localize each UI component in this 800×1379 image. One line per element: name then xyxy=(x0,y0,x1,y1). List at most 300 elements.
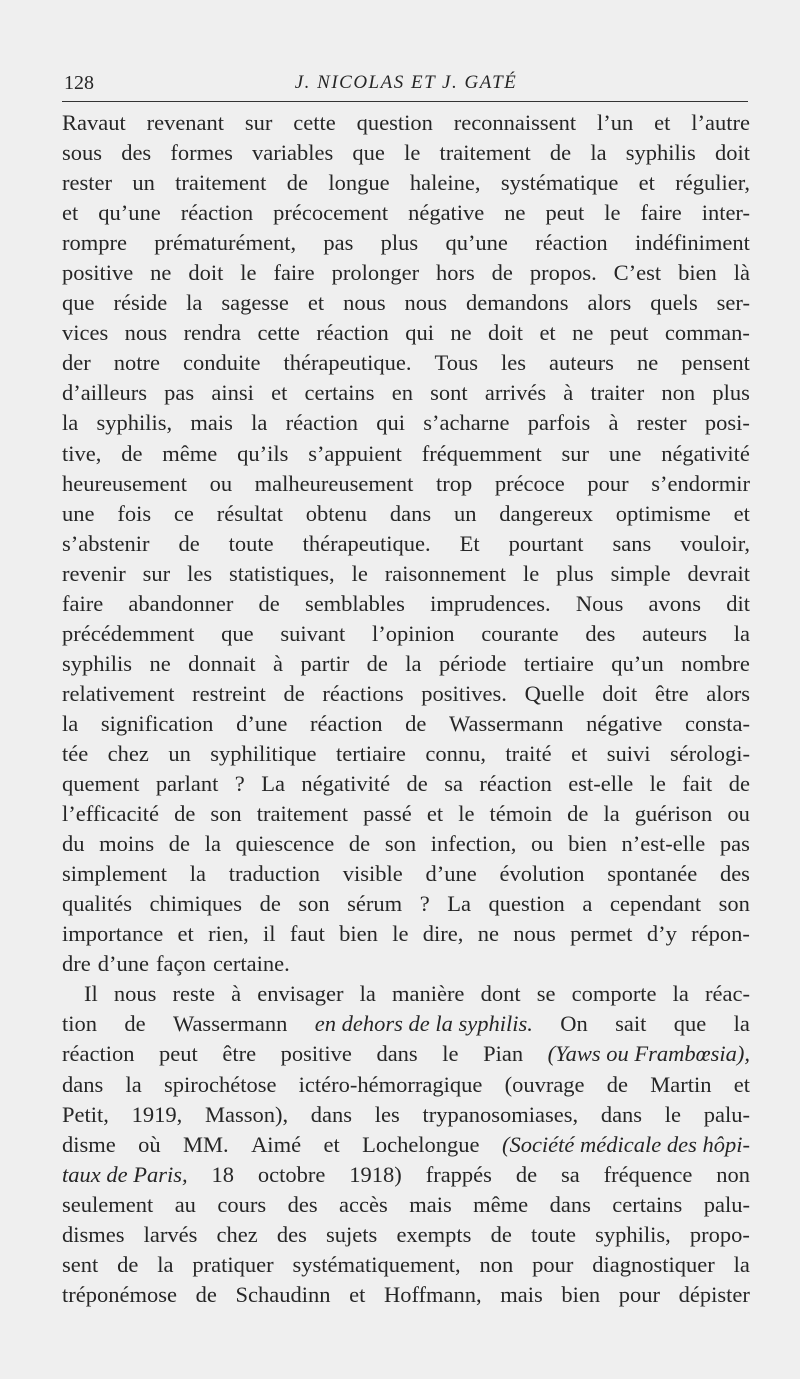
word: Ravaut xyxy=(62,110,126,135)
page-number: 128 xyxy=(64,72,94,94)
word: d’une xyxy=(236,710,288,736)
word: le xyxy=(522,560,540,586)
word: syphilis xyxy=(62,650,133,676)
word: certaine. xyxy=(212,951,290,977)
word: demandons xyxy=(466,290,569,316)
word: doit xyxy=(488,320,524,346)
word: le xyxy=(604,200,621,226)
text-line xyxy=(62,1220,750,1250)
word: a xyxy=(582,891,593,917)
word: quels xyxy=(650,290,698,316)
word: les xyxy=(187,560,213,586)
word: devrait xyxy=(687,560,750,586)
word: s’abstenir xyxy=(62,530,150,556)
word: sur xyxy=(561,440,590,466)
word: alors xyxy=(706,680,750,706)
word: qui xyxy=(405,320,434,346)
word: accès xyxy=(339,1191,388,1217)
word: l’efficacité xyxy=(62,801,160,827)
word: imprudences. xyxy=(430,590,551,616)
word: La xyxy=(447,891,471,917)
word: de xyxy=(124,1011,146,1037)
word: il xyxy=(263,921,276,947)
word: de xyxy=(259,891,281,917)
word: (ouvrage xyxy=(504,1071,585,1097)
word: vouloir, xyxy=(680,530,750,556)
word: On xyxy=(560,1011,588,1037)
word: La xyxy=(261,771,285,797)
word: avons xyxy=(648,590,702,616)
text-line xyxy=(62,318,750,348)
word: précocement xyxy=(273,200,389,226)
word: dismes xyxy=(62,1221,125,1247)
word: de xyxy=(121,440,143,466)
word: ? xyxy=(419,891,430,917)
word: propos. xyxy=(529,260,597,286)
word: résultat xyxy=(216,500,283,526)
word: Hoffmann, xyxy=(383,1281,482,1307)
word: sérum xyxy=(347,891,403,917)
word: pour xyxy=(532,1251,574,1277)
word: ne xyxy=(477,921,499,947)
word: de xyxy=(606,1071,629,1097)
word: positive xyxy=(62,260,134,286)
word: de xyxy=(405,710,427,736)
word: peut xyxy=(609,320,649,346)
word: comman- xyxy=(664,320,750,346)
word: thérapeutique. xyxy=(302,530,431,556)
word: doit xyxy=(714,140,750,166)
word: certains xyxy=(612,1191,683,1217)
word: sans xyxy=(612,530,652,556)
word: négativité xyxy=(661,440,750,466)
word: réaction xyxy=(309,710,383,736)
word: cette xyxy=(257,320,300,346)
word: quement xyxy=(62,771,140,797)
word: peut xyxy=(545,200,585,226)
word: et xyxy=(349,1281,366,1307)
word: nous xyxy=(124,320,168,346)
text-line xyxy=(62,679,750,709)
word: question xyxy=(356,110,433,135)
word: et xyxy=(307,290,325,316)
word: bien xyxy=(568,831,607,857)
word: une xyxy=(608,440,642,466)
word: trop xyxy=(435,470,473,496)
word: variables xyxy=(252,140,334,166)
word: pas xyxy=(323,230,354,256)
word: la xyxy=(62,410,79,436)
word: négative xyxy=(408,200,485,226)
word: bien xyxy=(339,921,378,947)
word: la xyxy=(204,831,221,857)
word: ne xyxy=(504,200,526,226)
word: passé xyxy=(363,801,412,827)
word: sent xyxy=(62,1251,99,1277)
word: mais xyxy=(500,1281,543,1307)
word: fois xyxy=(117,500,152,526)
word: faut xyxy=(289,921,325,947)
word: dans xyxy=(62,1071,104,1097)
text-line xyxy=(62,108,750,138)
word: Il xyxy=(84,981,98,1007)
text-line xyxy=(62,1160,750,1190)
word: à xyxy=(231,981,242,1007)
word: pourtant xyxy=(508,530,584,556)
word: restreint xyxy=(192,680,266,706)
word: réaction xyxy=(316,320,389,346)
word: cependant xyxy=(609,891,702,917)
word: der xyxy=(62,350,91,376)
word: Tous xyxy=(434,350,478,376)
word: et xyxy=(733,1071,750,1097)
word: disme xyxy=(62,1131,116,1157)
text-line xyxy=(62,769,750,799)
word: spontanée xyxy=(607,861,698,887)
word: infection, xyxy=(430,831,517,857)
word: la xyxy=(733,1011,750,1037)
word: Wassermann xyxy=(449,710,564,736)
word: thérapeutique. xyxy=(283,350,412,376)
word: répon- xyxy=(691,921,750,947)
text-line xyxy=(62,1250,750,1280)
word: réaction xyxy=(535,230,608,256)
word: haleine, xyxy=(409,170,481,196)
text-line xyxy=(62,589,750,619)
text-line xyxy=(62,288,750,318)
word: dre xyxy=(62,951,91,977)
word: plus xyxy=(380,230,419,256)
word: de xyxy=(728,771,750,797)
word: heureusement xyxy=(62,470,187,496)
word: la xyxy=(359,981,376,1007)
word: 1919, xyxy=(131,1101,183,1127)
word: rester xyxy=(636,410,687,436)
word: et xyxy=(271,380,288,406)
word: sa xyxy=(444,771,463,797)
word: suivi xyxy=(606,740,651,766)
word: son xyxy=(298,891,330,917)
word: spirochétose xyxy=(163,1071,277,1097)
word: nombre xyxy=(681,650,750,676)
word: faire xyxy=(640,200,682,226)
word: réaction xyxy=(180,200,254,226)
word: et xyxy=(539,320,556,346)
word: la xyxy=(603,801,620,827)
word: mais xyxy=(190,410,233,436)
word: le xyxy=(240,260,257,286)
word: dont xyxy=(480,981,521,1007)
word: le xyxy=(458,801,475,827)
word: dépister xyxy=(678,1281,750,1307)
text-line xyxy=(62,168,750,198)
word: réaction xyxy=(479,771,552,797)
word: indéfiniment xyxy=(634,230,750,256)
word: certains xyxy=(304,380,375,406)
word: période xyxy=(438,650,507,676)
word: ser- xyxy=(716,290,750,316)
word: et xyxy=(638,170,655,196)
word: la xyxy=(733,1251,750,1277)
text-line xyxy=(62,1100,750,1130)
word: non xyxy=(479,1251,514,1277)
text-line xyxy=(62,1039,750,1069)
word: chez xyxy=(107,740,149,766)
word: Et xyxy=(459,530,480,556)
word: la xyxy=(405,650,422,676)
text-line xyxy=(62,529,750,559)
word: moins xyxy=(99,831,155,857)
text-line xyxy=(62,1280,750,1310)
text-line xyxy=(62,408,750,438)
word: de xyxy=(258,590,280,616)
word: fait xyxy=(682,771,713,797)
word: malheureusement xyxy=(254,470,414,496)
word: d’y xyxy=(646,921,677,947)
text-line xyxy=(62,829,750,859)
word: ce xyxy=(173,500,194,526)
word: et xyxy=(323,1131,340,1157)
word: qui xyxy=(376,410,406,436)
word: ou xyxy=(530,831,554,857)
word: même xyxy=(162,440,218,466)
word: pas xyxy=(719,831,750,857)
word: le xyxy=(392,921,409,947)
word: mais xyxy=(409,1191,452,1217)
word: le xyxy=(351,560,368,586)
word: auteurs xyxy=(548,350,614,376)
text-line xyxy=(62,378,750,408)
word: un xyxy=(453,500,477,526)
word: ne xyxy=(572,320,594,346)
word: nous xyxy=(343,290,386,316)
word: posi- xyxy=(704,410,750,436)
word: cours xyxy=(217,1191,267,1217)
word: reconnaissent xyxy=(453,110,577,135)
word: le xyxy=(649,771,666,797)
text-line xyxy=(62,258,750,288)
text-line xyxy=(62,619,750,649)
word: larvés xyxy=(143,1221,198,1247)
word: faire xyxy=(273,260,315,286)
word: partir xyxy=(300,650,350,676)
running-title: J. NICOLAS ET J. GATÉ xyxy=(294,72,518,93)
word: non xyxy=(661,380,696,406)
word: et xyxy=(733,500,750,526)
word: traitement xyxy=(175,170,267,196)
word: toute xyxy=(228,530,274,556)
word: statistiques, xyxy=(229,560,335,586)
word: ou xyxy=(209,470,233,496)
word: Quelle xyxy=(524,680,585,706)
word: alors xyxy=(587,290,632,316)
word: vices xyxy=(62,320,109,346)
word: Nous xyxy=(575,590,624,616)
word: parfois xyxy=(527,410,591,436)
word: de xyxy=(174,801,196,827)
word: relativement xyxy=(62,680,175,706)
text-line xyxy=(62,469,750,499)
word: est-elle xyxy=(568,771,634,797)
word: parlant xyxy=(155,771,219,797)
word: qu’ils xyxy=(237,440,289,466)
word: qualités xyxy=(62,891,132,917)
word: précoce xyxy=(494,470,565,496)
word: reste xyxy=(172,981,215,1007)
word: qu’une xyxy=(98,200,161,226)
word: l’opinion xyxy=(372,620,455,646)
word: Wassermann xyxy=(173,1011,288,1037)
word: la xyxy=(733,620,750,646)
word: signification xyxy=(100,710,214,736)
word: systématiquement, xyxy=(292,1251,461,1277)
text-line xyxy=(62,979,750,1009)
word: plus xyxy=(556,560,594,586)
word: syphilis xyxy=(625,140,696,166)
word: revenir xyxy=(62,560,126,586)
word: prématurément, xyxy=(154,230,297,256)
word: dire, xyxy=(422,921,464,947)
word: témoin xyxy=(489,801,553,827)
word: de xyxy=(491,260,513,286)
word: fréquence xyxy=(603,1161,693,1187)
word: que xyxy=(352,140,385,166)
word: tive, xyxy=(62,440,102,466)
text-line xyxy=(62,949,750,979)
word: d’ailleurs xyxy=(62,380,147,406)
word: à xyxy=(563,380,574,406)
word: l’autre xyxy=(691,110,750,135)
word: là xyxy=(733,260,750,286)
word: le xyxy=(664,1101,682,1127)
word: se xyxy=(536,981,556,1007)
word: chez xyxy=(216,1221,258,1247)
word: sa xyxy=(560,1161,580,1187)
text-line xyxy=(62,1190,750,1220)
text-line xyxy=(62,559,750,589)
word: pratiquer xyxy=(192,1251,274,1277)
word: auteurs xyxy=(642,620,708,646)
word: Martin xyxy=(650,1071,712,1097)
word: négativité xyxy=(301,771,391,797)
word: en dehors de la syphilis. xyxy=(314,1011,533,1037)
text-line xyxy=(62,709,750,739)
header-rule xyxy=(62,101,748,102)
word: ou xyxy=(727,801,750,827)
word: question xyxy=(488,891,565,917)
word: la xyxy=(186,290,203,316)
word: s’endormir xyxy=(651,470,750,496)
word: la xyxy=(189,861,206,887)
word: diagnostiquer xyxy=(592,1251,715,1277)
word: Masson), xyxy=(204,1101,289,1127)
word: doit xyxy=(188,260,224,286)
word: ainsi xyxy=(211,380,254,406)
word: prolonger xyxy=(331,260,420,286)
word: et xyxy=(571,740,588,766)
word: rendra xyxy=(183,320,242,346)
text-line xyxy=(62,499,750,529)
word: traiter xyxy=(590,380,645,406)
word: d’une xyxy=(97,951,149,977)
word: la xyxy=(672,981,689,1007)
text-line xyxy=(62,348,750,378)
word: de xyxy=(195,1281,217,1307)
word: le xyxy=(442,1041,459,1067)
word: ne xyxy=(150,260,172,286)
word: un xyxy=(132,170,155,196)
word: tréponémose xyxy=(62,1281,177,1307)
word: un xyxy=(168,740,191,766)
word: d’une xyxy=(425,861,477,887)
word: simplement xyxy=(62,861,167,887)
word: 1918) xyxy=(349,1161,402,1187)
word: des xyxy=(287,1191,318,1217)
word: dans xyxy=(549,1191,591,1217)
word: la xyxy=(251,410,268,436)
word: son xyxy=(718,891,750,917)
word: longue xyxy=(328,170,390,196)
word: et xyxy=(177,921,194,947)
word: s’acharne xyxy=(423,410,510,436)
word: Lochelongue xyxy=(362,1131,480,1157)
word: rompre xyxy=(62,230,127,256)
text-line xyxy=(62,1130,750,1160)
word: trypanosomiases, xyxy=(422,1101,579,1127)
word: Petit, xyxy=(62,1101,109,1127)
word: toute xyxy=(530,1221,576,1247)
word: fréquemment xyxy=(421,440,542,466)
word: permet xyxy=(570,921,633,947)
word: réaction xyxy=(285,410,359,436)
word: formes xyxy=(170,140,233,166)
word: de xyxy=(178,530,200,556)
word: tion xyxy=(62,1011,98,1037)
word: dit xyxy=(726,590,750,616)
word: pour xyxy=(618,1281,661,1307)
word: où xyxy=(138,1131,161,1157)
word: non xyxy=(716,1161,750,1187)
word: dans xyxy=(600,1101,643,1127)
word: (Yaws ou Frambœsia), xyxy=(547,1041,750,1067)
word: évolution xyxy=(499,861,585,887)
word: la xyxy=(157,1251,174,1277)
word: doit xyxy=(602,680,638,706)
word: dangereux xyxy=(499,500,593,526)
word: comporte xyxy=(571,981,657,1007)
word: connu, xyxy=(425,740,486,766)
word: être xyxy=(654,680,689,706)
word: chimiques xyxy=(149,891,243,917)
word: nous xyxy=(404,290,448,316)
word: syphilis, xyxy=(595,1221,671,1247)
word: suivant xyxy=(280,620,346,646)
word: du xyxy=(62,831,85,857)
word: sérologi- xyxy=(669,740,750,766)
word: tertiaire xyxy=(335,740,406,766)
word: dans xyxy=(389,500,432,526)
word: sait xyxy=(615,1011,647,1037)
word: palu- xyxy=(703,1191,750,1217)
page-header xyxy=(64,70,748,100)
word: ? xyxy=(234,771,245,797)
word: Aimé xyxy=(251,1131,302,1157)
word: en xyxy=(391,380,413,406)
word: que xyxy=(673,1011,707,1037)
text-line xyxy=(62,889,750,919)
word: de xyxy=(406,771,428,797)
text-line xyxy=(62,739,750,769)
